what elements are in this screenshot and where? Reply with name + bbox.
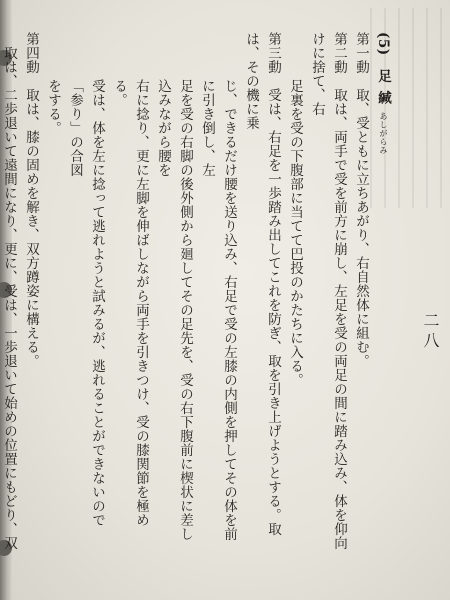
vertical-text-block bbox=[1, 32, 394, 552]
section-title: 足緘 bbox=[375, 68, 391, 112]
page-number: 二八 bbox=[421, 312, 440, 352]
text-line: じ、できるだけ腰を送り込み、右足で受の左膝の内側を押してその体を前に引き倒し、左 bbox=[199, 79, 237, 542]
text-line: 第一動 取、受ともに立ちあがり、右自然体に組む。 bbox=[353, 32, 369, 368]
text-line: 受は、体を左に捻って逃れようと試みるが、逃れることができないので「参り」の合図 bbox=[67, 79, 105, 528]
text-line: 右に捻り、更に左脚を伸ばしながら両手を引きつけ、受の膝関節を極める。 bbox=[111, 79, 149, 528]
text-line: 第二動 取は、両手で受を前方に崩し、左足を受の両足の間に踏み込み、体を仰向けに捨て、右 bbox=[309, 32, 347, 550]
text-line: 足裏を受の下腹部に当てて巴投のかたちに入る。 bbox=[287, 79, 303, 388]
text-line: 第三動 受は、右足を一歩踏み出してこれを防ぎ、取を引き上げようとする。取は、その機に乗 bbox=[243, 32, 281, 536]
section-heading bbox=[372, 32, 394, 552]
text-line: 取は、二歩退いて遠間になり、更に、受は、一歩退いて始めの位置にもどり、双 bbox=[1, 45, 17, 550]
section-number: (5) bbox=[375, 32, 391, 56]
text-line: 第四動 取は、膝の固めを解き、双方蹲姿に構える。 bbox=[23, 32, 39, 368]
text-line: 足を受の右脚の後外側から廻してその足先を、受の右下腹前に楔状に差し込みながら腰を bbox=[155, 79, 193, 542]
text-line: をする。 bbox=[45, 79, 61, 136]
section-title-ruby: あしがらみ bbox=[379, 111, 388, 155]
